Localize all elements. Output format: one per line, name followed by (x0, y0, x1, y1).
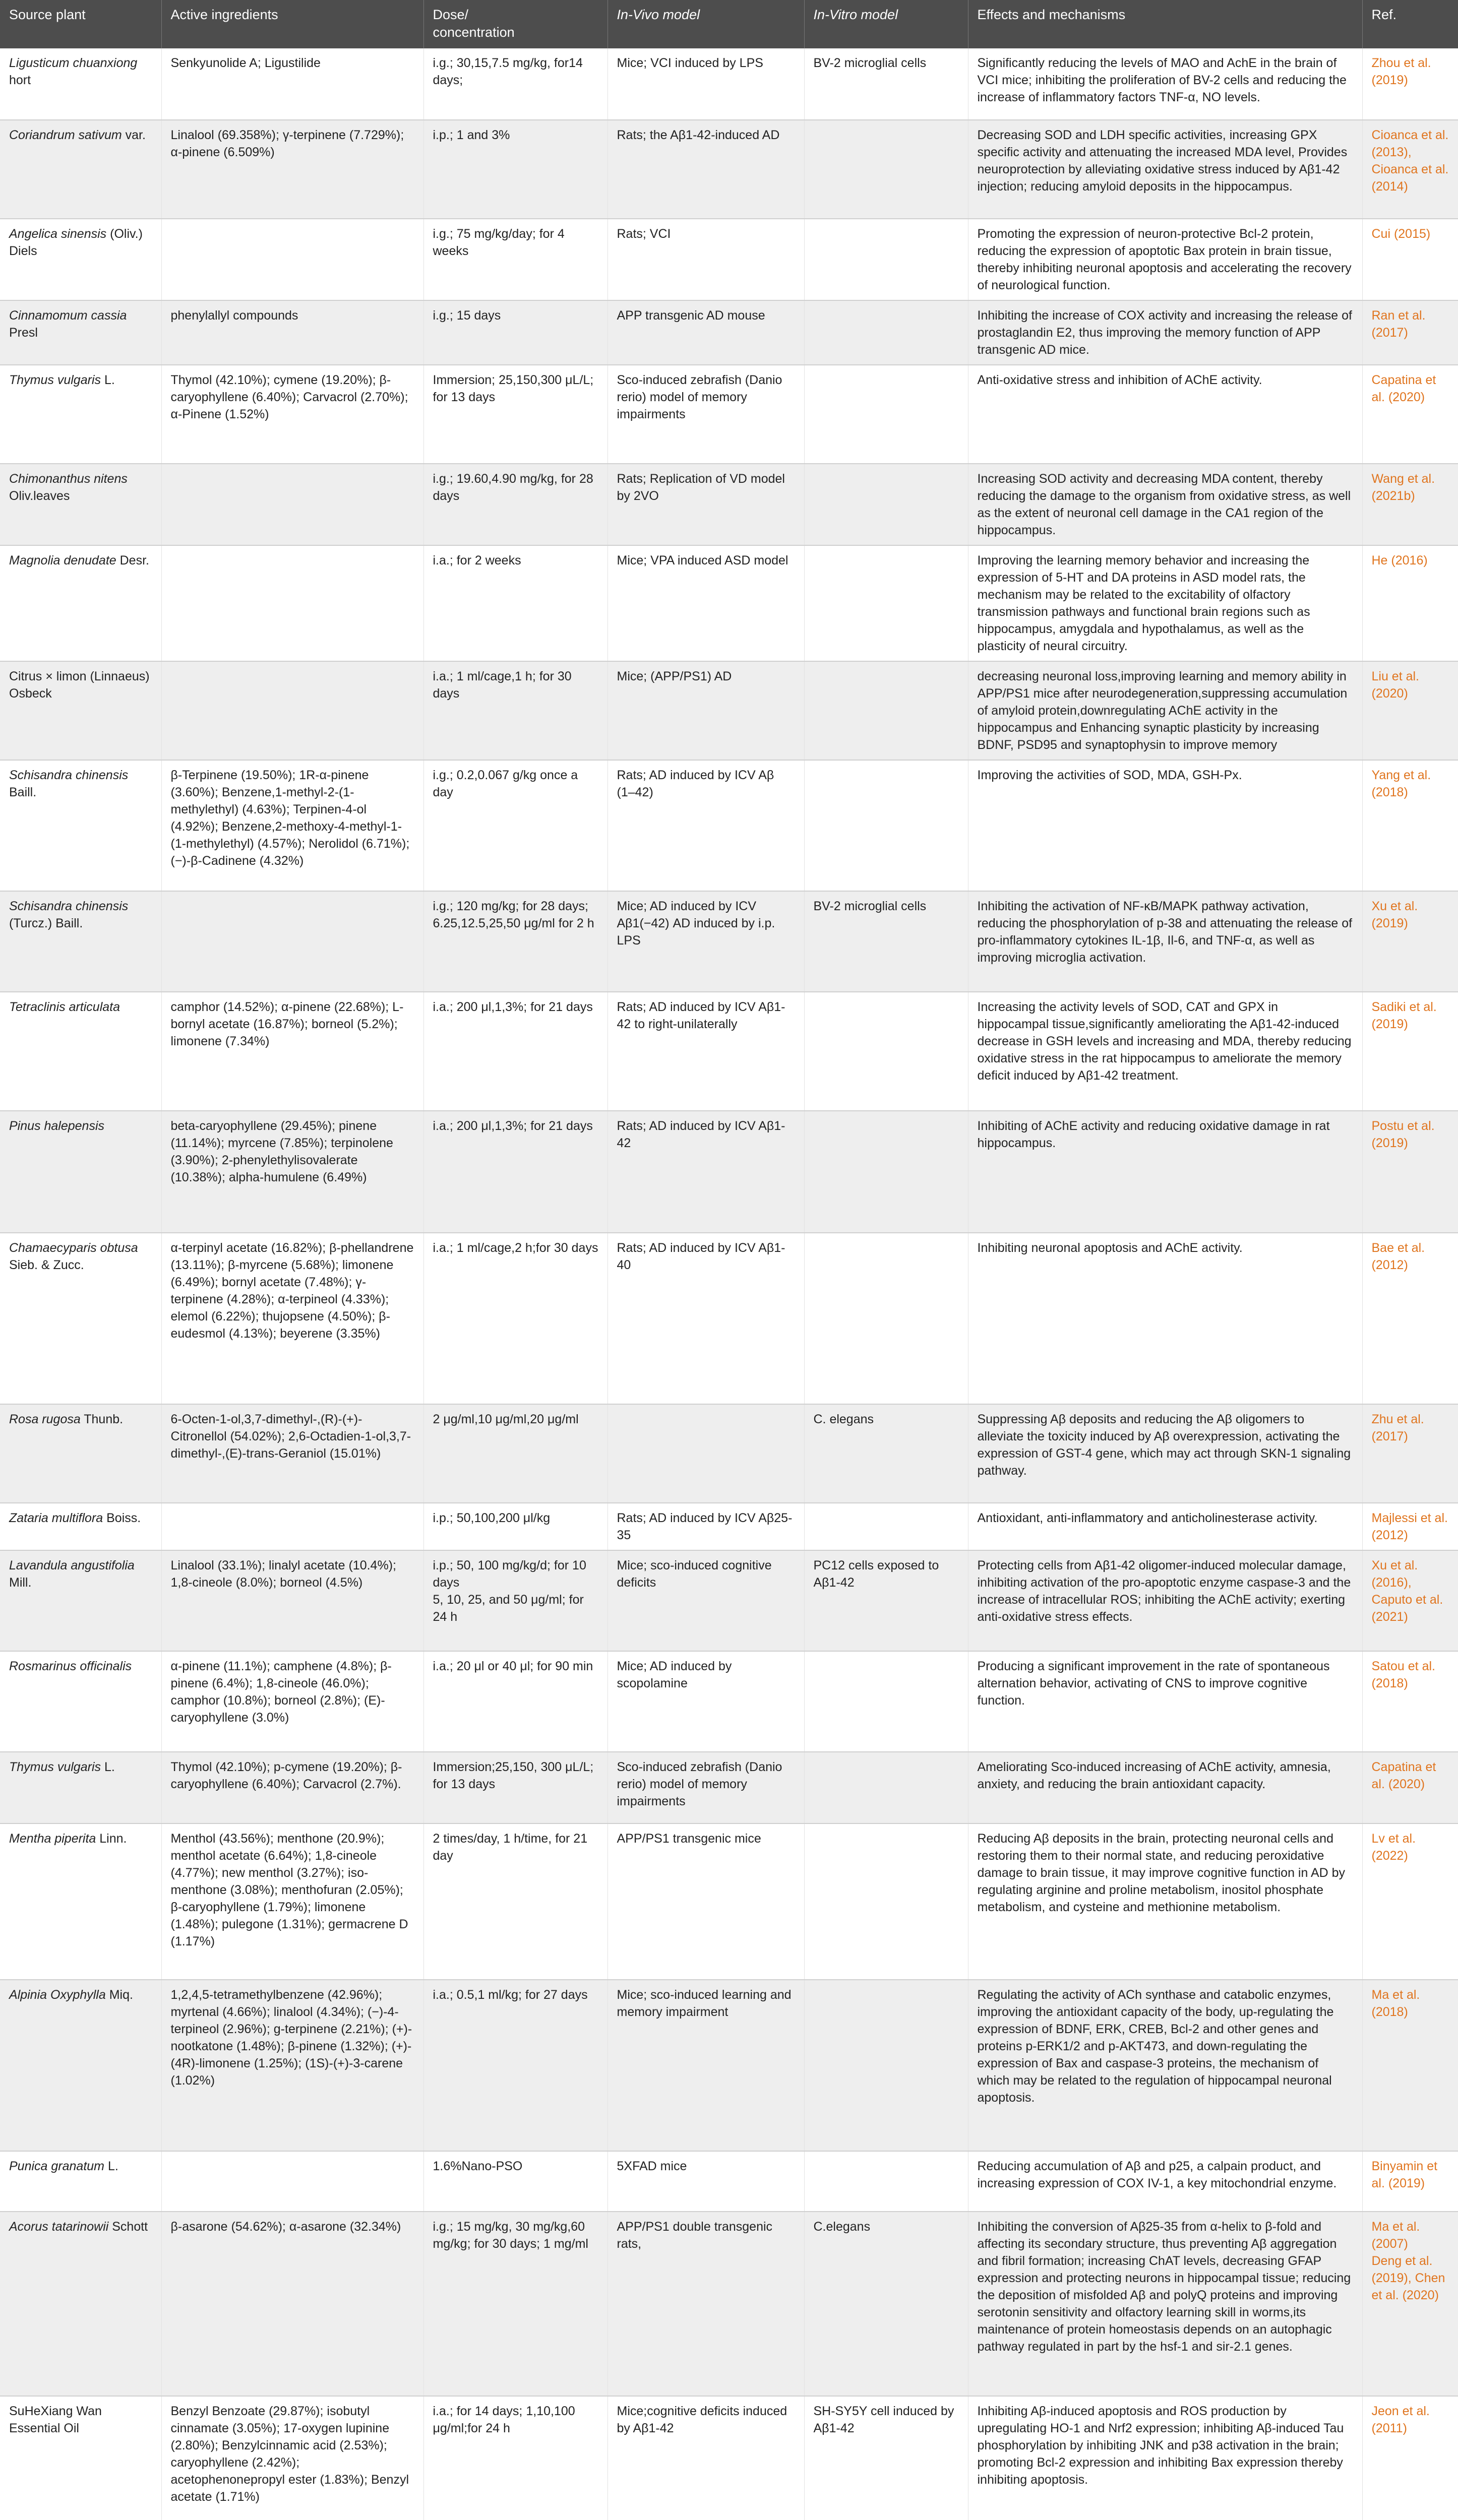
cell-effects: Improving the activities of SOD, MDA, GSH-Px. (968, 760, 1362, 891)
cell-active-ingredients (161, 891, 423, 992)
table-row (0, 1980, 1458, 2151)
plant-genus-species: Acorus tatarinowii (9, 2220, 109, 2234)
plant-genus-species: Alpinia Oxyphylla (9, 1988, 106, 2002)
cell-ref[interactable]: Xu et al. (2019) (1362, 891, 1458, 992)
cell-source-plant (0, 992, 161, 1111)
cell-in-vivo-model: Rats; AD induced by ICV Aβ1-42 to right-unilaterally (608, 992, 804, 1111)
cell-source-plant (0, 661, 161, 760)
plant-genus-species: Schisandra chinensis (9, 768, 129, 782)
cell-source-plant (0, 891, 161, 992)
cell-source-plant (0, 1980, 161, 2151)
cell-effects: Suppressing Aβ deposits and reducing the Aβ oligomers to alleviate the toxicity induced by Aβ overexpression, activating the expression of GST-4 gene, which may act through SKN-1 signaling pathway. (968, 1404, 1362, 1503)
table-row (0, 891, 1458, 992)
cell-source-plant (0, 48, 161, 120)
header-in-vivo-model: In-Vivo model (608, 0, 804, 48)
cell-in-vitro-model (804, 1233, 968, 1404)
table-row (0, 464, 1458, 545)
header-effects: Effects and mechanisms (968, 0, 1362, 48)
cell-ref[interactable]: Liu et al. (2020) (1362, 661, 1458, 760)
table-row (0, 48, 1458, 120)
plant-genus-species: Chamaecyparis obtusa (9, 1241, 138, 1255)
plant-authority: Sieb. & Zucc. (9, 1258, 84, 1272)
cell-in-vitro-model: BV-2 microglial cells (804, 48, 968, 120)
plant-genus-species: Tetraclinis articulata (9, 1000, 120, 1014)
cell-in-vivo-model: APP/PS1 double transgenic rats, (608, 2212, 804, 2396)
plant-genus-species: Thymus vulgaris (9, 1760, 101, 1774)
plant-authority: L. (104, 2159, 118, 2173)
table-header-row (0, 0, 1458, 48)
cell-ref[interactable]: Ran et al. (2017) (1362, 300, 1458, 365)
plant-genus-species: Cinnamomum cassia (9, 308, 127, 323)
cell-active-ingredients: Benzyl Benzoate (29.87%); isobutyl cinnamate (3.05%); 17-oxygen lupinine (2.80%); Benzylcinnamic acid (2.53%); caryophyllene (2.42%); acetophenonepropyl ester (1.83%); Benzyl acetate (1.71%) (161, 2396, 423, 2520)
cell-ref[interactable]: Bae et al. (2012) (1362, 1233, 1458, 1404)
cell-effects: Inhibiting the activation of NF-κB/MAPK pathway activation, reducing the phosphorylation of p-38 and attenuating the release of pro-inflammatory cytokines IL-1β, Il-6, and TNF-α, as well as improving microglia activation. (968, 891, 1362, 992)
cell-active-ingredients: Linalool (69.358%); γ-terpinene (7.729%); α-pinene (6.509%) (161, 120, 423, 219)
table-row (0, 992, 1458, 1111)
table-row (0, 120, 1458, 219)
cell-in-vivo-model: APP transgenic AD mouse (608, 300, 804, 365)
table-row (0, 760, 1458, 891)
table-body (0, 48, 1458, 2520)
cell-source-plant (0, 760, 161, 891)
cell-dose: i.a.; 1 ml/cage,2 h;for 30 days (423, 1233, 608, 1404)
cell-dose: i.a.; 1 ml/cage,1 h; for 30 days (423, 661, 608, 760)
table-row (0, 1550, 1458, 1651)
plant-authority: var. (122, 128, 146, 142)
plant-genus-species: Rosa rugosa (9, 1412, 81, 1426)
cell-in-vivo-model: Rats; AD induced by ICV Aβ25-35 (608, 1503, 804, 1550)
cell-effects: decreasing neuronal loss,improving learning and memory ability in APP/PS1 mice after neurodegeneration,suppressing accumulation of amyloid protein,downregulating AChE activity in the hippocampus and Enhancing synaptic plasticity by increasing BDNF, PSD95 and synaptophysin to improve memory (968, 661, 1362, 760)
cell-dose: i.g.; 75 mg/kg/day; for 4 weeks (423, 219, 608, 300)
plant-genus-species: Pinus halepensis (9, 1119, 105, 1133)
cell-ref[interactable]: Postu et al. (2019) (1362, 1111, 1458, 1233)
cell-active-ingredients: Linalool (33.1%); linalyl acetate (10.4%); 1,8-cineole (8.0%); borneol (4.5%) (161, 1550, 423, 1651)
cell-in-vitro-model (804, 760, 968, 891)
cell-in-vitro-model (804, 300, 968, 365)
plant-authority: Desr. (116, 553, 149, 568)
plant-authority: Thunb. (80, 1412, 124, 1426)
cell-ref[interactable]: He (2016) (1362, 545, 1458, 661)
plant-authority: Schott (108, 2220, 148, 2234)
table-row (0, 1651, 1458, 1752)
table-row (0, 1404, 1458, 1503)
cell-effects: Inhibiting Aβ-induced apoptosis and ROS production by upregulating HO-1 and Nrf2 expression; inhibiting Aβ-induced Tau phosphorylation by inhibiting JNK and p38 activation in the brain; promoting Bcl-2 expression and inhibiting Bax expression thereby inhibiting apoptosis. (968, 2396, 1362, 2520)
plant-genus-species: Chimonanthus nitens (9, 472, 128, 486)
cell-active-ingredients (161, 2151, 423, 2212)
plant-authority: hort (9, 73, 31, 87)
plant-authority: SuHeXiang Wan Essential Oil (9, 2404, 102, 2435)
cell-in-vitro-model (804, 545, 968, 661)
plant-authority: Citrus × limon (Linnaeus) Osbeck (9, 669, 150, 701)
plant-genus-species: Zataria multiflora (9, 1511, 103, 1525)
cell-in-vivo-model: Mice; AD induced by scopolamine (608, 1651, 804, 1752)
table-row (0, 1233, 1458, 1404)
cell-in-vitro-model: SH-SY5Y cell induced by Aβ1-42 (804, 2396, 968, 2520)
cell-active-ingredients: 1,2,4,5-tetramethylbenzene (42.96%); myrtenal (4.66%); linalool (4.34%); (−)-4-terpineol (2.96%); g-terpinene (2.21%); (+)-nootkatone (1.48%); β-pinene (1.32%); (+)-(4R)-limonene (1.25%); (1S)-(+)-3-carene (1.02%) (161, 1980, 423, 2151)
cell-in-vivo-model: 5XFAD mice (608, 2151, 804, 2212)
cell-in-vivo-model: Rats; AD induced by ICV Aβ1-42 (608, 1111, 804, 1233)
plant-authority: Baill. (9, 785, 37, 799)
header-active-ingredients: Active ingredients (161, 0, 423, 48)
table-row (0, 1503, 1458, 1550)
table-row (0, 2212, 1458, 2396)
cell-in-vivo-model (608, 1404, 804, 1503)
cell-active-ingredients (161, 545, 423, 661)
cell-in-vitro-model (804, 1823, 968, 1980)
cell-in-vivo-model: Mice; sco-induced learning and memory impairment (608, 1980, 804, 2151)
table-row (0, 219, 1458, 300)
cell-effects: Improving the learning memory behavior and increasing the expression of 5-HT and DA proteins in ASD model rats, the mechanism may be related to the excitability of olfactory transmission pathways and functional brain regions such as hippocampus, amygdala and hypothalamus, as well as the plasticity of neural circuitry. (968, 545, 1362, 661)
cell-source-plant (0, 300, 161, 365)
cell-ref[interactable]: Majlessi et al. (2012) (1362, 1503, 1458, 1550)
cell-active-ingredients (161, 661, 423, 760)
table-row (0, 300, 1458, 365)
cell-dose: i.a.; 20 μl or 40 μl; for 90 min (423, 1651, 608, 1752)
cell-ref[interactable]: Lv et al. (2022) (1362, 1823, 1458, 1980)
header-in-vitro-model: In-Vitro model (804, 0, 968, 48)
cell-source-plant (0, 1111, 161, 1233)
cell-source-plant (0, 120, 161, 219)
cell-source-plant (0, 464, 161, 545)
cell-active-ingredients: Thymol (42.10%); p-cymene (19.20%); β-caryophyllene (6.40%); Carvacrol (2.7%). (161, 1752, 423, 1823)
cell-in-vivo-model: Rats; VCI (608, 219, 804, 300)
plant-authority: Miq. (105, 1988, 133, 2002)
header-dose: Dose/ concentration (423, 0, 608, 48)
cell-source-plant (0, 545, 161, 661)
table-row (0, 1752, 1458, 1823)
cell-in-vitro-model (804, 365, 968, 464)
cell-in-vitro-model (804, 219, 968, 300)
cell-active-ingredients: β-asarone (54.62%); α-asarone (32.34%) (161, 2212, 423, 2396)
cell-source-plant (0, 219, 161, 300)
cell-effects: Inhibiting the conversion of Aβ25-35 from α-helix to β-fold and affecting its secondary structure, thus preventing Aβ aggregation and fibril formation; increasing ChAT levels, decreasing GFAP expression and protecting neurons in hippocampal tissue; reducing the deposition of misfolded Aβ and polyQ proteins and improving serotonin sensitivity and olfactory learning skill in worms,its maintenance of protein homeostasis depends on an autophagic pathway regulated in part by the hsf-1 and sir-2.1 genes. (968, 2212, 1362, 2396)
cell-in-vivo-model: Sco-induced zebrafish (Danio rerio) model of memory impairments (608, 365, 804, 464)
table-row (0, 2151, 1458, 2212)
cell-ref[interactable]: Xu et al. (2016), Caputo et al. (2021) (1362, 1550, 1458, 1651)
cell-dose: 2 μg/ml,10 μg/ml,20 μg/ml (423, 1404, 608, 1503)
cell-in-vitro-model: C. elegans (804, 1404, 968, 1503)
cell-in-vitro-model (804, 1752, 968, 1823)
cell-in-vitro-model (804, 1111, 968, 1233)
cell-ref[interactable]: Satou et al. (2018) (1362, 1651, 1458, 1752)
cell-source-plant (0, 1233, 161, 1404)
cell-source-plant (0, 1404, 161, 1503)
cell-active-ingredients: α-pinene (11.1%); camphene (4.8%); β-pinene (6.4%); 1,8-cineole (46.0%); camphor (10.8%); borneol (2.8%); (E)-caryophyllene (3.0%) (161, 1651, 423, 1752)
cell-dose: i.g.; 30,15,7.5 mg/kg, for14 days; (423, 48, 608, 120)
cell-effects: Producing a significant improvement in the rate of spontaneous alternation behavior, activating of CNS to improve cognitive function. (968, 1651, 1362, 1752)
cell-in-vitro-model (804, 120, 968, 219)
cell-effects: Increasing SOD activity and decreasing MDA content, thereby reducing the damage to the organism from oxidative stress, as well as the extent of neuronal cell damage in the CA1 region of the hippocampus. (968, 464, 1362, 545)
cell-dose: i.g.; 0.2,0.067 g/kg once a day (423, 760, 608, 891)
cell-dose: i.p.; 50,100,200 μl/kg (423, 1503, 608, 1550)
cell-source-plant (0, 1651, 161, 1752)
cell-effects: Reducing Aβ deposits in the brain, protecting neuronal cells and restoring them to their normal state, and reducing peroxidative damage to brain tissue, it may improve cognitive function in AD by regulating arginine and proline metabolism, inositol phosphate metabolism, and cysteine and methionine metabolism. (968, 1823, 1362, 1980)
cell-effects: Inhibiting neuronal apoptosis and AChE activity. (968, 1233, 1362, 1404)
cell-ref[interactable]: Zhou et al. (2019) (1362, 48, 1458, 120)
cell-effects: Inhibiting of AChE activity and reducing oxidative damage in rat hippocampus. (968, 1111, 1362, 1233)
cell-active-ingredients: beta-caryophyllene (29.45%); pinene (11.14%); myrcene (7.85%); terpinolene (3.90%); 2-phenylethylisovalerate (10.38%); alpha-humulene (6.49%) (161, 1111, 423, 1233)
cell-active-ingredients (161, 1503, 423, 1550)
cell-source-plant (0, 1503, 161, 1550)
cell-in-vitro-model (804, 1503, 968, 1550)
cell-dose: i.p.; 50, 100 mg/kg/d; for 10 days 5, 10, 25, and 50 μg/ml; for 24 h (423, 1550, 608, 1651)
plant-authority: Boiss. (103, 1511, 141, 1525)
table-row (0, 545, 1458, 661)
cell-ref[interactable]: Jeon et al. (2011) (1362, 2396, 1458, 2520)
cell-in-vivo-model: Mice; AD induced by ICV Aβ1(−42) AD induced by i.p. LPS (608, 891, 804, 992)
cell-in-vivo-model: Mice; VCI induced by LPS (608, 48, 804, 120)
cell-in-vitro-model: C.elegans (804, 2212, 968, 2396)
cell-effects: Protecting cells from Aβ1-42 oligomer-induced molecular damage, inhibiting activation of the pro-apoptotic enzyme caspase-3 and the increase of intracellular ROS; inhibiting the AChE activity; exerting anti-oxidative stress effects. (968, 1550, 1362, 1651)
plant-genus-species: Magnolia denudate (9, 553, 116, 568)
plant-genus-species: Thymus vulgaris (9, 373, 101, 387)
cell-ref[interactable]: Capatina et al. (2020) (1362, 365, 1458, 464)
plant-genus-species: Punica granatum (9, 2159, 105, 2173)
table-row (0, 1111, 1458, 1233)
cell-in-vitro-model (804, 1651, 968, 1752)
cell-in-vitro-model: BV-2 microglial cells (804, 891, 968, 992)
cell-effects: Promoting the expression of neuron-protective Bcl-2 protein, reducing the expression of apoptotic Bax protein in brain tissue, thereby inhibiting neuronal apoptosis and accelerating the recovery of neurological function. (968, 219, 1362, 300)
header-ref: Ref. (1362, 0, 1458, 48)
cell-in-vitro-model (804, 661, 968, 760)
cell-active-ingredients: Senkyunolide A; Ligustilide (161, 48, 423, 120)
cell-in-vivo-model: Mice; (APP/PS1) AD (608, 661, 804, 760)
cell-in-vitro-model: PC12 cells exposed to Aβ1-42 (804, 1550, 968, 1651)
plant-genus-species: Lavandula angustifolia (9, 1558, 135, 1572)
cell-active-ingredients: Thymol (42.10%); cymene (19.20%); β-caryophyllene (6.40%); Carvacrol (2.70%); α-Pinene (1.52%) (161, 365, 423, 464)
cell-active-ingredients: Menthol (43.56%); menthone (20.9%); menthol acetate (6.64%); 1,8-cineole (4.77%); new menthol (3.27%); iso-menthone (3.08%); menthofuran (2.05%); β-caryophyllene (1.79%); limonene (1.48%); pulegone (1.31%); germacrene D (1.17%) (161, 1823, 423, 1980)
plant-authority: Oliv.leaves (9, 489, 70, 503)
cell-in-vivo-model: Rats; AD induced by ICV Aβ (1–42) (608, 760, 804, 891)
cell-in-vitro-model (804, 2151, 968, 2212)
table-row (0, 2396, 1458, 2520)
cell-source-plant (0, 2212, 161, 2396)
cell-effects: Ameliorating Sco-induced increasing of AChE activity, amnesia, anxiety, and reducing the brain antioxidant capacity. (968, 1752, 1362, 1823)
cell-in-vivo-model: Rats; Replication of VD model by 2VO (608, 464, 804, 545)
cell-ref[interactable]: Zhu et al. (2017) (1362, 1404, 1458, 1503)
cell-dose: i.a.; 0.5,1 ml/kg; for 27 days (423, 1980, 608, 2151)
cell-dose: 1.6%Nano-PSO (423, 2151, 608, 2212)
cell-source-plant (0, 2396, 161, 2520)
cell-ref[interactable]: Cui (2015) (1362, 219, 1458, 300)
cell-in-vitro-model (804, 1980, 968, 2151)
cell-source-plant (0, 1550, 161, 1651)
cell-in-vivo-model: Sco-induced zebrafish (Danio rerio) model of memory impairments (608, 1752, 804, 1823)
plant-authority: (Oliv.) Diels (9, 227, 143, 258)
cell-ref[interactable]: Sadiki et al. (2019) (1362, 992, 1458, 1111)
cell-source-plant (0, 1752, 161, 1823)
cell-dose: i.g.; 15 mg/kg, 30 mg/kg,60 mg/kg; for 30 days; 1 mg/ml (423, 2212, 608, 2396)
plant-genus-species: Schisandra chinensis (9, 899, 129, 913)
cell-ref[interactable]: Yang et al. (2018) (1362, 760, 1458, 891)
cell-source-plant (0, 1823, 161, 1980)
cell-ref[interactable]: Capatina et al. (2020) (1362, 1752, 1458, 1823)
cell-ref[interactable]: Wang et al. (2021b) (1362, 464, 1458, 545)
cell-active-ingredients: 6-Octen-1-ol,3,7-dimethyl-,(R)-(+)-Citronellol (54.02%); 2,6-Octadien-1-ol,3,7-dimethyl-,(E)-trans-Geraniol (15.01%) (161, 1404, 423, 1503)
cell-source-plant (0, 2151, 161, 2212)
cell-effects: Regulating the activity of ACh synthase and catabolic enzymes, improving the antioxidant capacity of the body, up-regulating the expression of BDNF, ERK, CREB, Bcl-2 and other genes and proteins p-ERK1/2 and p-AKT473, and down-regulating the expression of Bax and caspase-3 proteins, the mechanism of which may be related to the regulation of hippocampal neuronal apoptosis. (968, 1980, 1362, 2151)
cell-ref[interactable]: Cioanca et al. (2013), Cioanca et al. (2014) (1362, 120, 1458, 219)
cell-active-ingredients: α-terpinyl acetate (16.82%); β-phellandrene (13.11%); β-myrcene (5.68%); limonene (6.49%); bornyl acetate (7.48%); γ-terpinene (4.28%); α-terpineol (4.33%); elemol (6.22%); thujopsene (4.50%); β-eudesmol (4.13%); beyerene (3.35%) (161, 1233, 423, 1404)
cell-dose: Immersion;25,150, 300 μL/L; for 13 days (423, 1752, 608, 1823)
cell-in-vivo-model: APP/PS1 transgenic mice (608, 1823, 804, 1980)
plant-authority: L. (101, 373, 115, 387)
cell-dose: i.g.; 120 mg/kg; for 28 days; 6.25,12.5,25,50 μg/ml for 2 h (423, 891, 608, 992)
plant-genus-species: Angelica sinensis (9, 227, 107, 241)
cell-ref[interactable]: Ma et al. (2007) Deng et al. (2019), Chen et al. (2020) (1362, 2212, 1458, 2396)
cell-dose: 2 times/day, 1 h/time, for 21 day (423, 1823, 608, 1980)
cell-active-ingredients: phenylallyl compounds (161, 300, 423, 365)
plant-authority: L. (101, 1760, 115, 1774)
table-row (0, 365, 1458, 464)
cell-effects: Inhibiting the increase of COX activity and increasing the release of prostaglandin E2, thus improving the memory function of APP transgenic AD mice. (968, 300, 1362, 365)
cell-in-vitro-model (804, 464, 968, 545)
cell-dose: i.a.; 200 μl,1,3%; for 21 days (423, 992, 608, 1111)
cell-in-vivo-model: Mice; sco-induced cognitive deficits (608, 1550, 804, 1651)
table-row (0, 1823, 1458, 1980)
header-source-plant: Source plant (0, 0, 161, 48)
plant-authority: Mill. (9, 1576, 32, 1590)
plant-authority: (Turcz.) Baill. (9, 916, 83, 930)
cell-in-vivo-model: Rats; the Aβ1-42-induced AD (608, 120, 804, 219)
cell-active-ingredients (161, 219, 423, 300)
cell-ref[interactable]: Ma et al. (2018) (1362, 1980, 1458, 2151)
cell-ref[interactable]: Binyamin et al. (2019) (1362, 2151, 1458, 2212)
cell-dose: i.g.; 15 days (423, 300, 608, 365)
cell-in-vivo-model: Mice;cognitive deficits induced by Aβ1-42 (608, 2396, 804, 2520)
cell-in-vivo-model: Rats; AD induced by ICV Aβ1-40 (608, 1233, 804, 1404)
table-row (0, 661, 1458, 760)
cell-active-ingredients: camphor (14.52%); α-pinene (22.68%); L-bornyl acetate (16.87%); borneol (5.2%); limonene (7.34%) (161, 992, 423, 1111)
plant-genus-species: Mentha piperita (9, 1832, 96, 1846)
plant-authority: Linn. (96, 1832, 127, 1846)
cell-dose: Immersion; 25,150,300 μL/L; for 13 days (423, 365, 608, 464)
plant-genus-species: Ligusticum chuanxiong (9, 56, 138, 70)
cell-dose: i.g.; 19.60,4.90 mg/kg, for 28 days (423, 464, 608, 545)
cell-in-vivo-model: Mice; VPA induced ASD model (608, 545, 804, 661)
plant-genus-species: Rosmarinus officinalis (9, 1659, 132, 1673)
cell-effects: Significantly reducing the levels of MAO and AchE in the brain of VCI mice; inhibiting the proliferation of BV-2 cells and reducing the increase of inflammatory factors TNF-α, NO levels. (968, 48, 1362, 120)
cell-dose: i.a.; 200 μl,1,3%; for 21 days (423, 1111, 608, 1233)
cell-effects: Antioxidant, anti-inflammatory and anticholinesterase activity. (968, 1503, 1362, 1550)
plant-genus-species: Coriandrum sativum (9, 128, 122, 142)
cell-effects: Reducing accumulation of Aβ and p25, a calpain product, and increasing expression of COX IV-1, a key mitochondrial enzyme. (968, 2151, 1362, 2212)
plant-authority: Presl (9, 326, 38, 340)
cell-source-plant (0, 365, 161, 464)
cell-effects: Decreasing SOD and LDH specific activities, increasing GPX specific activity and attenuating the increased MDA level, Provides neuroprotection by alleviating oxidative stress induced by Aβ1-42 injection; reducing amyloid deposits in the hippocampus. (968, 120, 1362, 219)
cell-effects: Anti-oxidative stress and inhibition of AChE activity. (968, 365, 1362, 464)
cell-dose: i.a.; for 2 weeks (423, 545, 608, 661)
cell-active-ingredients (161, 464, 423, 545)
cell-dose: i.a.; for 14 days; 1,10,100 μg/ml;for 24 h (423, 2396, 608, 2520)
cell-effects: Increasing the activity levels of SOD, CAT and GPX in hippocampal tissue,significantly ameliorating the Aβ1-42-induced decrease in GSH levels and increasing and MDA, thereby reducing oxidative stress in the rat hippocampus to ameliorate the memory deficit induced by Aβ1-42 treatment. (968, 992, 1362, 1111)
cell-dose: i.p.; 1 and 3% (423, 120, 608, 219)
cell-in-vitro-model (804, 992, 968, 1111)
cell-active-ingredients: β-Terpinene (19.50%); 1R-α-pinene (3.60%); Benzene,1-methyl-2-(1-methylethyl) (4.63%); Terpinen-4-ol (4.92%); Benzene,2-methoxy-4-methyl-1-(1-methylethyl) (4.57%); Nerolidol (6.71%); (−)-β-Cadinene (4.32%) (161, 760, 423, 891)
